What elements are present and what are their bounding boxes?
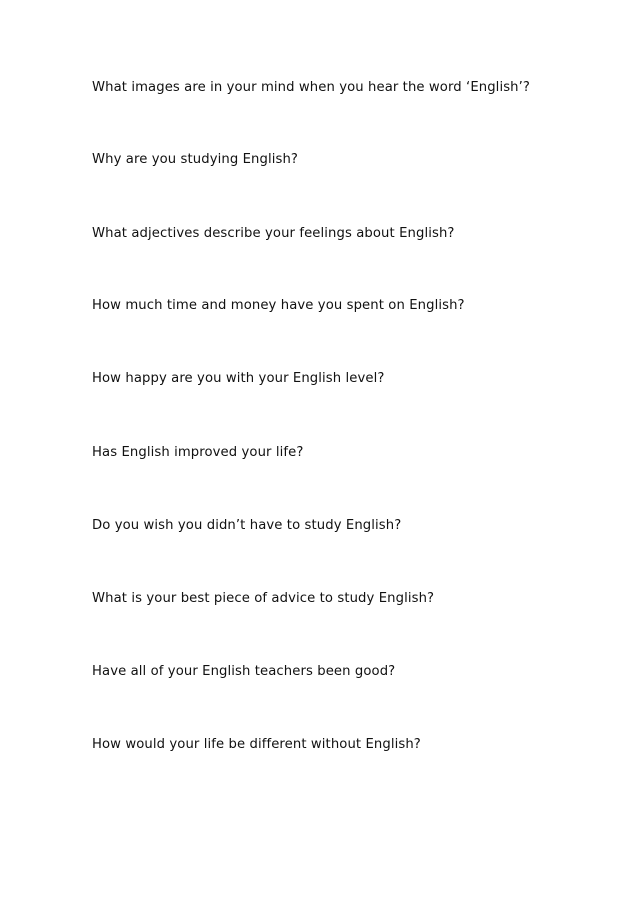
question-7: Do you wish you didn’t have to study English? <box>92 518 402 533</box>
question-8: What is your best piece of advice to study English? <box>92 591 435 606</box>
question-2: Why are you studying English? <box>92 152 299 167</box>
question-4: How much time and money have you spent on English? <box>92 298 465 313</box>
question-9: Have all of your English teachers been good? <box>92 664 396 679</box>
question-10: How would your life be different without English? <box>92 737 421 752</box>
question-6: Has English improved your life? <box>92 445 304 460</box>
question-5: How happy are you with your English level? <box>92 371 385 386</box>
question-3: What adjectives describe your feelings about English? <box>92 226 455 241</box>
question-1: What images are in your mind when you hear the word ‘English’? <box>92 80 531 95</box>
